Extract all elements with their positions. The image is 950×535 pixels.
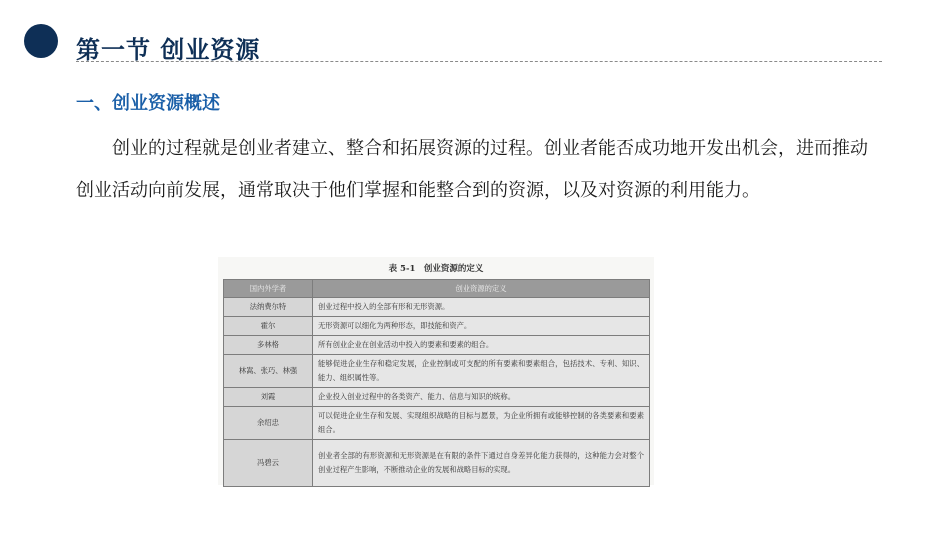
table-header-row [224,280,650,298]
body-paragraph: 创业的过程就是创业者建立、整合和拓展资源的过程。创业者能否成功地开发出机会，进而推动创业活动向前发展，通常取决于他们掌握和能整合到的资源，以及对资源的利用能力。 [76,138,868,201]
definition-table [223,279,650,487]
definition-cell: 企业投入创业过程中的各类资产、能力、信息与知识的统称。 [313,388,650,407]
table-caption: 表 5-1 创业资源的定义 [388,264,484,274]
scholar-cell: 林嵩、张巧、林强 [224,355,313,388]
section-heading: 一、创业资源概述 [76,93,220,114]
table-row [224,336,650,355]
table-row [224,355,650,388]
definition-cell: 创业过程中投入的全部有形和无形资源。 [313,298,650,317]
title-divider [76,61,882,62]
table-row [224,317,650,336]
table-row [224,298,650,317]
definition-cell: 能够促进企业生存和稳定发展，企业控制或可支配的所有要素和要素组合，包括技术、专利、知识、能力、组织属性等。 [313,355,650,388]
scholar-cell: 刘霞 [224,388,313,407]
scholar-cell: 多林格 [224,336,313,355]
table-row [224,388,650,407]
definition-cell: 所有创业企业在创业活动中投入的要素和要素的组合。 [313,336,650,355]
body-paragraph-container [76,128,876,212]
title-bullet-circle [24,24,58,58]
definition-cell: 创业者全部的有形资源和无形资源是在有限的条件下通过自身差异化能力获得的，这种能力会对整个创业过程产生影响，不断推动企业的发展和战略目标的实现。 [313,440,650,487]
header-definition: 创业资源的定义 [313,280,650,298]
table-row [224,440,650,487]
definition-cell: 可以促进企业生存和发展、实现组织战略的目标与愿景，为企业所拥有或能够控制的各类要素和要素组合。 [313,407,650,440]
definition-cell: 无形资源可以细化为两种形态，即技能和资产。 [313,317,650,336]
definition-table-figure [218,257,654,485]
table-row [224,407,650,440]
scholar-cell: 冯碧云 [224,440,313,487]
scholar-cell: 余绍忠 [224,407,313,440]
slide-title: 第一节 创业资源 [76,36,261,64]
header-scholar: 国内外学者 [224,280,313,298]
scholar-cell: 霍尔 [224,317,313,336]
scholar-cell: 法纳费尔特 [224,298,313,317]
